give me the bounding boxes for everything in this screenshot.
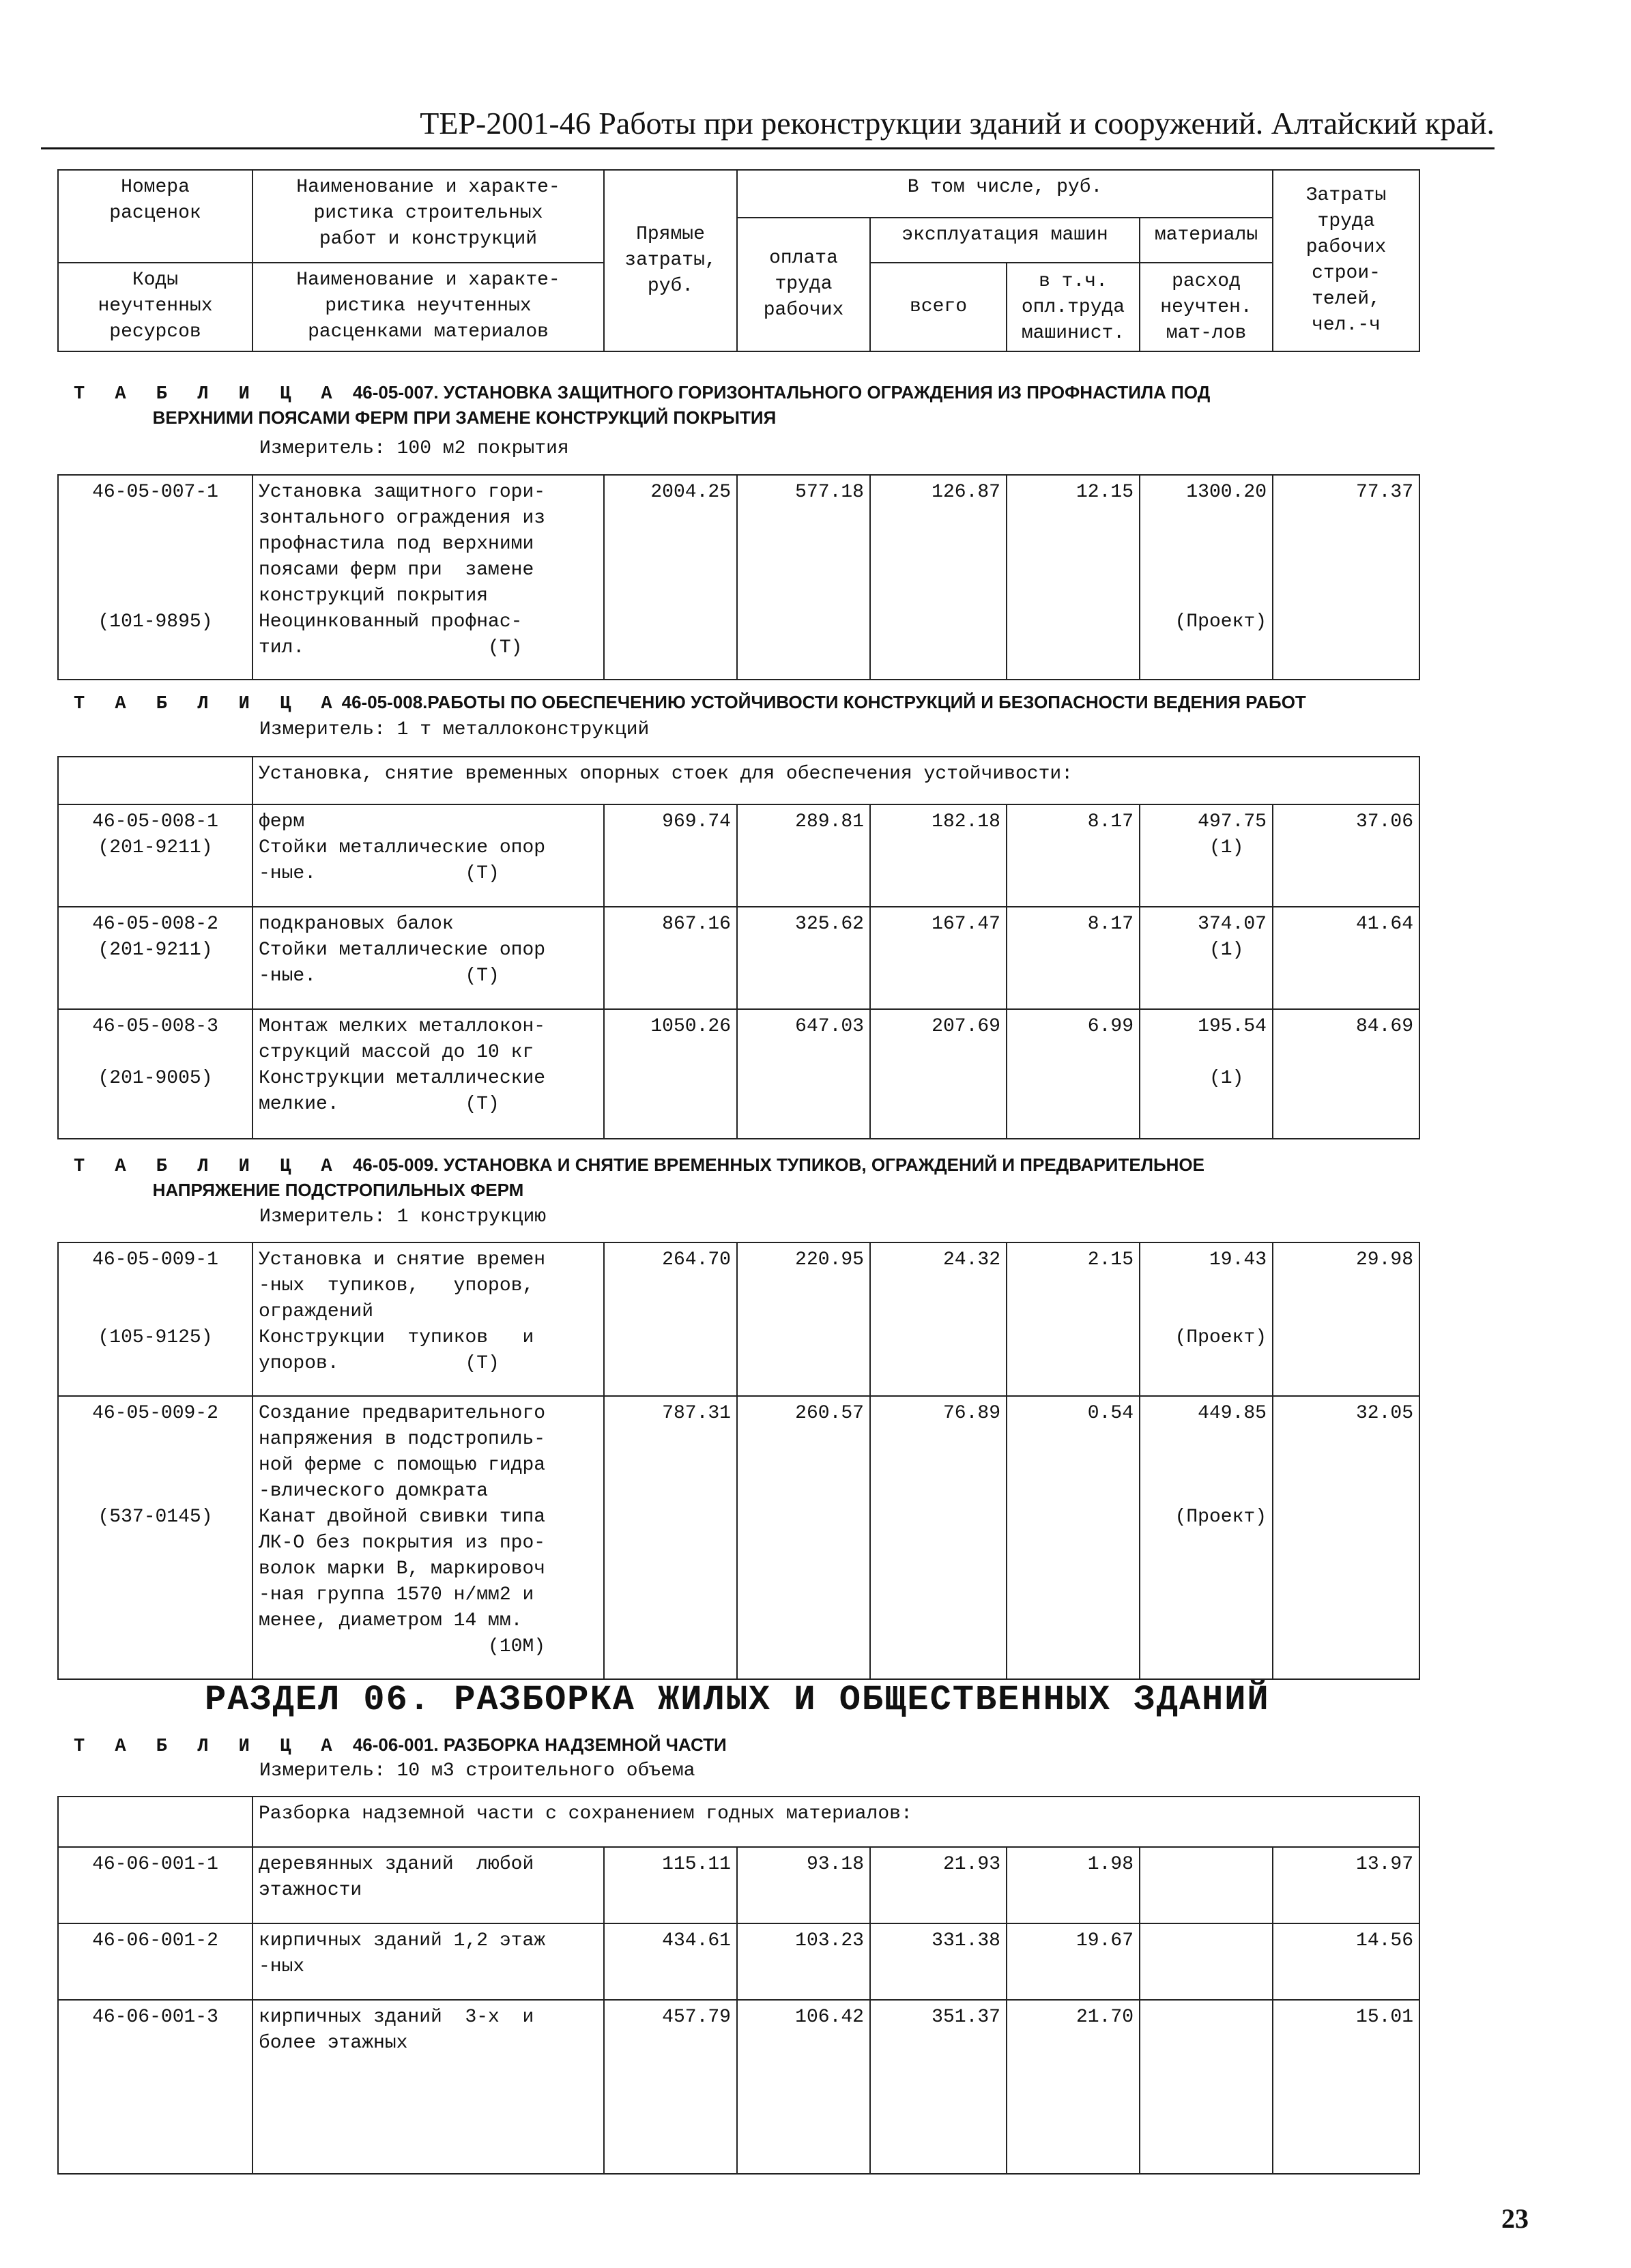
row-mach-pay: 2.15 [1007,1242,1140,1396]
row-mach: 167.47 [870,907,1007,1009]
row-mach-pay: 8.17 [1007,907,1140,1009]
row-mach: 76.89 [870,1396,1007,1679]
row-name: Установка и снятие времен -ных тупиков, упоров, ограждений Конструкции тупиков и упоров. (Т) [252,1242,604,1396]
th-machines-all: всего [870,263,1007,351]
row-name: кирпичных зданий 1,2 этаж -ных [252,1923,604,2000]
row-mach-pay: 21.70 [1007,2000,1140,2174]
row-code: 46-05-008-1 (201-9211) [58,804,252,907]
table-measure: Измеритель: 100 м2 покрытия [259,438,569,459]
section-title: РАЗДЕЛ 06. РАЗБОРКА ЖИЛЫХ И ОБЩЕСТВЕННЫХ ЗДАНИЙ [205,1680,1270,1720]
row-mat [1140,1847,1273,1923]
row-mach: 126.87 [870,475,1007,680]
row-mach: 182.18 [870,804,1007,907]
th-machines-incl: в т.ч. опл.труда машинист. [1007,263,1140,351]
table-measure: Измеритель: 1 конструкцию [259,1206,547,1227]
table-caption [74,381,1210,431]
row-labor: 37.06 [1273,804,1419,907]
row-mach-pay: 12.15 [1007,475,1140,680]
row-mach: 21.93 [870,1847,1007,1923]
page-number: 23 [1501,2203,1529,2234]
table-label: Т А Б Л И Ц А [74,1736,342,1757]
row-code: 46-06-001-2 [58,1923,252,2000]
row-mach-pay: 6.99 [1007,1009,1140,1139]
table-label: Т А Б Л И Ц А [74,1157,342,1177]
row-mach-pay: 8.17 [1007,804,1140,907]
table-measure: Измеритель: 10 м3 строительного объема [259,1760,695,1782]
row-pay: 93.18 [737,1847,870,1923]
th-name-bottom: Наименование и характе- ристика неучтенных расценками материалов [252,263,604,351]
page-header [41,102,1495,149]
row-mach: 331.38 [870,1923,1007,2000]
row-pay: 289.81 [737,804,870,907]
th-direct: Прямые затраты, руб. [604,170,737,351]
row-code: 46-06-001-3 [58,2000,252,2174]
row-pay: 260.57 [737,1396,870,1679]
table-title: 46-05-008.РАБОТЫ ПО ОБЕСПЕЧЕНИЮ УСТОЙЧИВОСТИ КОНСТРУКЦИЙ И БЕЗОПАСНОСТИ ВЕДЕНИЯ РАБОТ [341,692,1306,712]
row-labor: 13.97 [1273,1847,1419,1923]
th-machines: эксплуатация машин [870,218,1140,263]
table-row [58,1923,1419,2000]
table-title: 46-05-009. УСТАНОВКА И СНЯТИЕ ВРЕМЕННЫХ ТУПИКОВ, ОГРАЖДЕНИЙ И ПРЕДВАРИТЕЛЬНОЕ НАПРЯЖЕНИЕ ПОДСТРОПИЛЬНЫХ ФЕРМ [152,1154,1204,1200]
th-codes-top: Номера расценок [58,170,252,263]
row-mat: 497.75 (1) [1140,804,1273,907]
row-pay: 106.42 [737,2000,870,2174]
table-caption [74,690,1306,716]
table-row [58,1396,1419,1679]
row-mat: 1300.20 (Проект) [1140,475,1273,680]
row-labor: 32.05 [1273,1396,1419,1679]
th-labor-cost: Затраты труда рабочих строи- телей, чел.-ч [1273,170,1419,351]
th-incl: В том числе, руб. [737,170,1273,218]
table-subheader: Разборка надземной части с сохранением годных материалов: [252,1797,1419,1847]
row-direct: 2004.25 [604,475,737,680]
row-name: Монтаж мелких металлокон- струкций массой до 10 кг Конструкции металлические мелкие. (Т) [252,1009,604,1139]
table-caption [74,1153,1204,1204]
row-labor: 29.98 [1273,1242,1419,1396]
table-label: Т А Б Л И Ц А [74,694,342,714]
row-code: 46-05-009-2 (537-0145) [58,1396,252,1679]
row-name: ферм Стойки металлические опор -ные. (Т) [252,804,604,907]
row-direct: 867.16 [604,907,737,1009]
row-labor: 77.37 [1273,475,1419,680]
row-direct: 264.70 [604,1242,737,1396]
row-labor: 15.01 [1273,2000,1419,2174]
row-mach: 351.37 [870,2000,1007,2174]
row-pay: 577.18 [737,475,870,680]
table-46-05-007 [57,474,1420,680]
row-labor: 84.69 [1273,1009,1419,1139]
row-name: кирпичных зданий 3-х и более этажных [252,2000,604,2174]
row-direct: 434.61 [604,1923,737,2000]
row-mat [1140,1923,1273,2000]
row-code: 46-05-007-1 (101-9895) [58,475,252,680]
row-mat [1140,2000,1273,2174]
table-label: Т А Б Л И Ц А [74,384,342,405]
table-row [58,475,1419,680]
row-pay: 220.95 [737,1242,870,1396]
row-direct: 1050.26 [604,1009,737,1139]
row-pay: 103.23 [737,1923,870,2000]
table-46-06-001 [57,1796,1420,2175]
table-46-05-009 [57,1242,1420,1680]
row-pay: 325.62 [737,907,870,1009]
row-mach-pay: 19.67 [1007,1923,1140,2000]
row-direct: 457.79 [604,2000,737,2174]
row-mach-pay: 0.54 [1007,1396,1140,1679]
row-labor: 41.64 [1273,907,1419,1009]
row-name: деревянных зданий любой этажности [252,1847,604,1923]
table-subheader: Установка, снятие временных опорных стоек для обеспечения устойчивости: [252,757,1419,804]
table-row [58,804,1419,907]
row-name: подкрановых балок Стойки металлические опор -ные. (Т) [252,907,604,1009]
row-direct: 787.31 [604,1396,737,1679]
row-mach-pay: 1.98 [1007,1847,1140,1923]
row-code: 46-06-001-1 [58,1847,252,1923]
table-row [58,1242,1419,1396]
th-materials-unacc: расход неучтен. мат-лов [1140,263,1273,351]
row-name: Установка защитного гори- зонтального ограждения из профнастила под верхними поясами ферм при замене конструкций покрытия Неоцинкованный профнас- тил. (Т) [252,475,604,680]
table-row [58,1009,1419,1139]
row-mat: 374.07 (1) [1140,907,1273,1009]
table-title: 46-05-007. УСТАНОВКА ЗАЩИТНОГО ГОРИЗОНТАЛЬНОГО ОГРАЖДЕНИЯ ИЗ ПРОФНАСТИЛА ПОД ВЕРХНИМИ ПОЯСАМИ ФЕРМ ПРИ ЗАМЕНЕ КОНСТРУКЦИЙ ПОКРЫТИЯ [152,382,1211,428]
table-title: 46-06-001. РАЗБОРКА НАДЗЕМНОЙ ЧАСТИ [352,1734,727,1755]
row-mach: 207.69 [870,1009,1007,1139]
row-direct: 969.74 [604,804,737,907]
row-direct: 115.11 [604,1847,737,1923]
th-materials: материалы [1140,218,1273,263]
row-pay: 647.03 [737,1009,870,1139]
table-row [58,2000,1419,2174]
row-code: 46-05-009-1 (105-9125) [58,1242,252,1396]
th-codes-bottom: Коды неучтенных ресурсов [58,263,252,351]
row-code: 46-05-008-3 (201-9005) [58,1009,252,1139]
row-labor: 14.56 [1273,1923,1419,2000]
table-measure: Измеритель: 1 т металлоконструкций [259,719,650,740]
row-mat: 449.85 (Проект) [1140,1396,1273,1679]
row-name: Создание предварительного напряжения в подстропиль- ной ферме с помощью гидра -влического домкрата Канат двойной свивки типа ЛК-О без покрытия из про- волок марки В, маркировоч -ная группа 1570 н/мм2 и менее, диаметром 14 мм. (10М) [252,1396,604,1679]
th-name-top: Наименование и характе- ристика строительных работ и конструкций [252,170,604,263]
table-46-05-008 [57,756,1420,1139]
row-mach: 24.32 [870,1242,1007,1396]
th-labor-pay: оплата труда рабочих [737,218,870,351]
row-code: 46-05-008-2 (201-9211) [58,907,252,1009]
document-title: ТЕР-2001-46 Работы при реконструкции зданий и сооружений. Алтайский край. [420,106,1495,141]
row-mat: 195.54 (1) [1140,1009,1273,1139]
table-caption [74,1733,727,1758]
table-row [58,1847,1419,1923]
table-row [58,907,1419,1009]
row-mat: 19.43 (Проект) [1140,1242,1273,1396]
column-header-table [57,169,1420,352]
